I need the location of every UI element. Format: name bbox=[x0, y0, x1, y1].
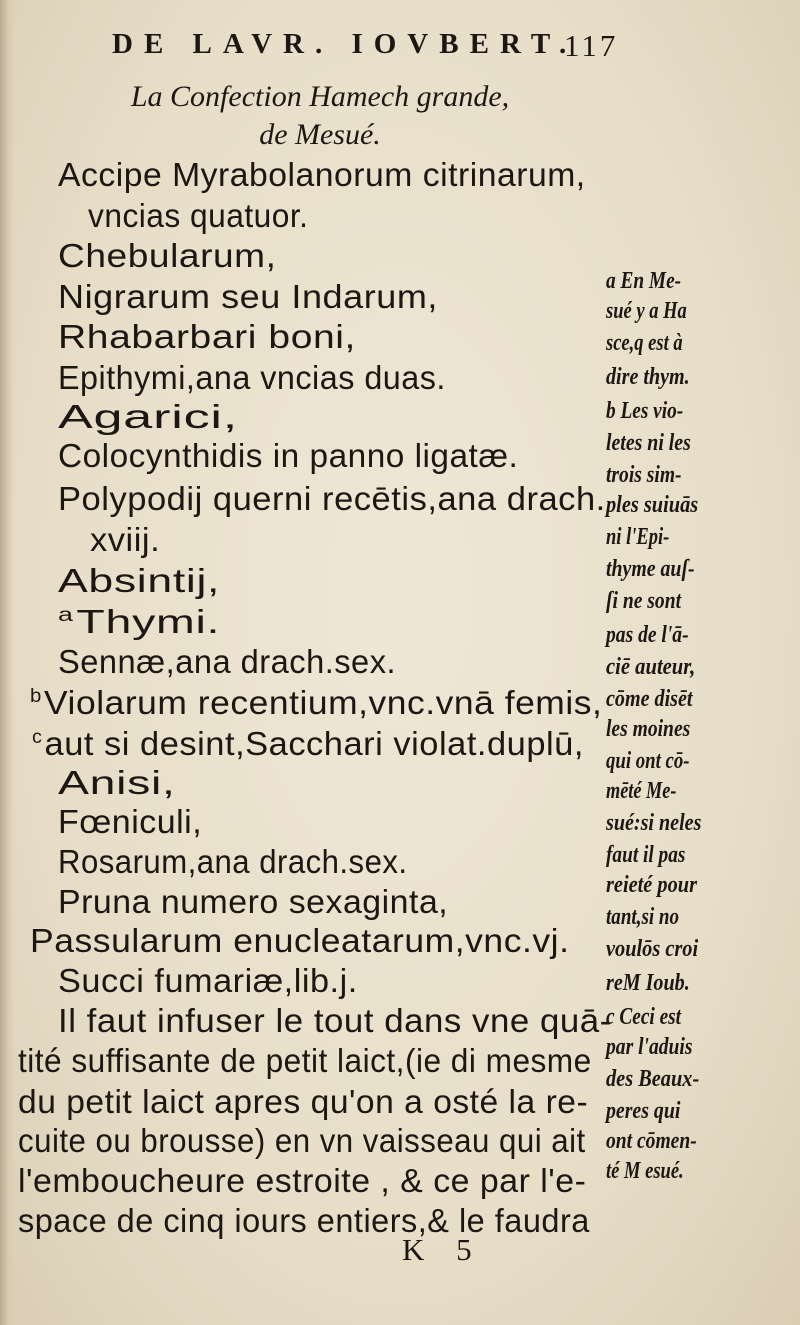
margin-note-line: sué:si neles bbox=[606, 810, 702, 836]
margin-note-line: c Ceci est bbox=[606, 1004, 682, 1030]
text-line bbox=[58, 237, 276, 275]
signature-mark: K 5 bbox=[402, 1232, 484, 1267]
text-line bbox=[58, 437, 518, 475]
text-line bbox=[18, 1122, 586, 1160]
text-line-content: Agarici, bbox=[58, 398, 239, 435]
text-line-content: Sennæ,ana drach.sex. bbox=[58, 643, 397, 680]
text-line bbox=[18, 1162, 586, 1200]
text-line-content: du petit laict apres qu'on a osté la re- bbox=[18, 1083, 589, 1120]
margin-note-line: pas de l'ā- bbox=[606, 622, 689, 648]
recipe-title: La Confection Hamech grande, bbox=[130, 80, 510, 113]
margin-note-line: ſi ne sont bbox=[606, 588, 682, 614]
text-line bbox=[58, 1002, 612, 1040]
margin-note-line: tant,si no bbox=[606, 904, 680, 930]
margin-note-line: dire thym. bbox=[606, 364, 690, 390]
text-line-content: Chebularum, bbox=[58, 237, 277, 274]
text-line-content: Epithymi,ana vncias duas. bbox=[58, 359, 446, 396]
text-line bbox=[58, 883, 448, 921]
text-line bbox=[58, 562, 220, 600]
page-header bbox=[112, 28, 672, 68]
text-line bbox=[30, 684, 602, 722]
text-line-content: Colocynthidis in panno ligatæ. bbox=[58, 437, 519, 474]
margin-note-line: peres qui bbox=[606, 1098, 681, 1124]
text-line-content: l'emboucheure estroite , & ce par l'e- bbox=[18, 1162, 587, 1199]
margin-note-line: sué y a Ha bbox=[606, 298, 687, 324]
margin-note-line: sce,q est à bbox=[606, 330, 683, 356]
text-line bbox=[58, 764, 176, 802]
text-line-content: tité suffisante de petit laict,(ie di mesme bbox=[18, 1042, 592, 1079]
margin-note-line: thyme auſ- bbox=[606, 556, 695, 582]
footnote-marker: b bbox=[30, 686, 42, 707]
text-line bbox=[88, 197, 308, 235]
margin-note-line: reieté pour bbox=[606, 872, 697, 898]
text-line-content: Passularum enucleatarum,vnc.vj. bbox=[30, 922, 570, 959]
text-line bbox=[58, 398, 238, 436]
text-line bbox=[58, 156, 586, 194]
footnote-marker: a bbox=[58, 605, 74, 626]
text-line bbox=[90, 521, 160, 559]
margin-note-line: par l'aduis bbox=[606, 1034, 693, 1060]
text-line-content: xviij. bbox=[90, 521, 161, 558]
margin-note-line: faut il pas bbox=[606, 842, 686, 868]
margin-note-line: ciē auteur, bbox=[606, 654, 696, 680]
text-line bbox=[32, 725, 584, 763]
text-line bbox=[58, 480, 606, 518]
text-line-content: Rosarum,ana drach.sex. bbox=[58, 843, 408, 880]
text-line-content: Pruna numero sexaginta, bbox=[58, 883, 449, 920]
text-line bbox=[58, 359, 446, 397]
text-line-content: Accipe Myrabolanorum citrinarum, bbox=[58, 156, 586, 193]
footnote-marker: c bbox=[32, 727, 43, 748]
page-number: 117 bbox=[564, 28, 619, 63]
running-head: DE LAVR. IOVBERT. bbox=[112, 28, 578, 60]
margin-note-line: cōme disēt bbox=[606, 686, 693, 712]
text-line-content: Violarum recentium,vnc.vnā femis, bbox=[44, 684, 603, 721]
text-line bbox=[58, 318, 356, 356]
margin-note-line: té M esué. bbox=[606, 1158, 684, 1184]
text-line-content: cuite ou brousse) en vn vaisseau qui ait bbox=[18, 1122, 586, 1159]
page-gutter-shadow bbox=[0, 0, 14, 1325]
margin-note-line: reM Ioub. bbox=[606, 970, 690, 996]
text-line-content: Anisi, bbox=[58, 764, 176, 801]
margin-note-line: ont cōmen- bbox=[606, 1128, 697, 1154]
margin-note-line: qui ont cō- bbox=[606, 748, 690, 774]
text-line-content: space de cinq iours entiers,& le faudra bbox=[18, 1202, 590, 1239]
recipe-subtitle: de Mesué. bbox=[259, 118, 381, 151]
text-line bbox=[58, 962, 358, 1000]
margin-note-line: trois sim- bbox=[606, 462, 682, 488]
text-line bbox=[18, 1042, 592, 1080]
text-line-content: vncias quatuor. bbox=[88, 197, 309, 234]
text-line-content: Succi fumariæ,lib.j. bbox=[58, 962, 358, 999]
text-line-content: Thymi. bbox=[76, 603, 221, 640]
margin-note-line: letes ni les bbox=[606, 430, 691, 456]
text-line bbox=[18, 1202, 590, 1240]
text-line-content: Rhabarbari boni, bbox=[58, 318, 356, 355]
text-line-content: Nigrarum seu Indarum, bbox=[58, 278, 438, 315]
margin-note-line: b Les vio- bbox=[606, 398, 684, 424]
margin-note-line: des Beaux- bbox=[606, 1066, 700, 1092]
margin-note-line: ni l'Epi- bbox=[606, 524, 670, 550]
text-line-content: Fœniculi, bbox=[58, 803, 203, 840]
text-line-content: Absintij, bbox=[58, 562, 221, 599]
text-line-content: Polypodij querni recētis,ana drach. bbox=[58, 480, 606, 517]
text-line-content: Il faut infuser le tout dans vne quā- bbox=[58, 1002, 612, 1039]
margin-note-line: voulōs croi bbox=[606, 936, 699, 962]
text-line bbox=[58, 278, 438, 316]
text-line-content: aut si desint,Sacchari violat.duplū, bbox=[44, 725, 584, 762]
margin-note-line: les moines bbox=[606, 716, 691, 742]
text-line bbox=[58, 803, 202, 841]
text-line bbox=[58, 843, 408, 881]
text-line bbox=[30, 922, 570, 960]
text-line bbox=[58, 643, 396, 681]
text-line bbox=[58, 603, 220, 641]
margin-note-line: mēté Me- bbox=[606, 778, 677, 804]
text-line bbox=[18, 1083, 588, 1121]
margin-note-line: ples suiuās bbox=[606, 492, 699, 518]
margin-note-line: a En Me- bbox=[606, 268, 682, 294]
